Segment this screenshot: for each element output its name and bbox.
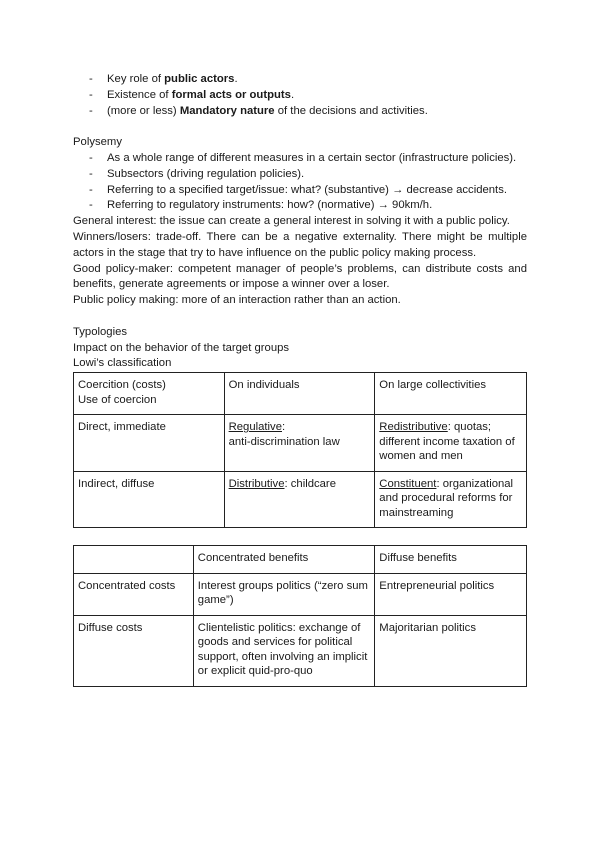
lowi-classification-label: Lowi’s classification [73, 357, 172, 370]
table-cell: Entrepreneurial politics [375, 573, 527, 615]
table-cell: Diffuse costs [74, 615, 194, 686]
costs-benefits-table [73, 545, 527, 687]
list-item: - Referring to a specified target/issue: what? (substantive) → decrease accidents. [89, 183, 507, 196]
typologies-subheading: Impact on the behavior of the target groups [73, 341, 290, 354]
paragraph-winners-losers: Winners/losers: trade-off. There can be a negative externality. There might be multiple actors in the stage that try to have influence on the public policy making process. [73, 230, 527, 259]
table-cell: On large collectivities [375, 373, 527, 415]
table-cell: Direct, immediate [74, 415, 225, 472]
list-item: - (more or less) Mandatory nature of the decisions and activities. [89, 104, 428, 117]
paragraph-public-policy-making: Public policy making: more of an interaction rather than an action. [73, 294, 401, 307]
table-cell: Concentrated costs [74, 573, 194, 615]
table-cell: Interest groups politics (“zero sum game”) [193, 573, 375, 615]
paragraph-good-policy-maker: Good policy-maker: competent manager of people’s problems, can distribute costs and benefits, generate agreements or impose a winner over a loser. [73, 262, 527, 291]
table-row [74, 615, 527, 686]
table-row [74, 415, 527, 472]
list-item: - Existence of formal acts or outputs. [89, 88, 295, 101]
table-row [74, 546, 527, 574]
top-bullet-list [73, 72, 527, 119]
table-cell: Majoritarian politics [375, 615, 527, 686]
polysemy-list [73, 151, 527, 214]
list-item: - As a whole range of different measures in a certain sector (infrastructure policies). [89, 151, 517, 164]
table-cell [74, 546, 194, 574]
table-cell: Clientelistic politics: exchange of goods and services for political support, often involving an implicit or explicit quid-pro-quo [193, 615, 375, 686]
polysemy-heading: Polysemy [73, 136, 122, 149]
table-row [74, 471, 527, 528]
list-item: - Subsectors (driving regulation policies). [89, 167, 305, 180]
table-cell: Concentrated benefits [193, 546, 375, 574]
typologies-heading: Typologies [73, 325, 128, 338]
list-item: - Key role of public actors. [89, 73, 238, 85]
table-cell: Indirect, diffuse [74, 471, 225, 528]
table-row [74, 573, 527, 615]
table-cell: Distributive: childcare [224, 471, 375, 528]
paragraph-general-interest: General interest: the issue can create a general interest in solving it with a public policy. [73, 215, 510, 228]
lowi-table [73, 372, 527, 528]
table-cell: Redistributive: quotas; different income taxation of women and men [375, 415, 527, 472]
table-row [74, 373, 527, 415]
table-cell: Regulative: anti-discrimination law [224, 415, 375, 472]
list-item: - Referring to regulatory instruments: how? (normative) → 90km/h. [89, 199, 433, 212]
table-cell: Coercition (costs) Use of coercion [74, 373, 225, 415]
table-cell: On individuals [224, 373, 375, 415]
document-page [73, 72, 527, 687]
table-cell: Constituent: organizational and procedural reforms for mainstreaming [375, 471, 527, 528]
table-cell: Diffuse benefits [375, 546, 527, 574]
